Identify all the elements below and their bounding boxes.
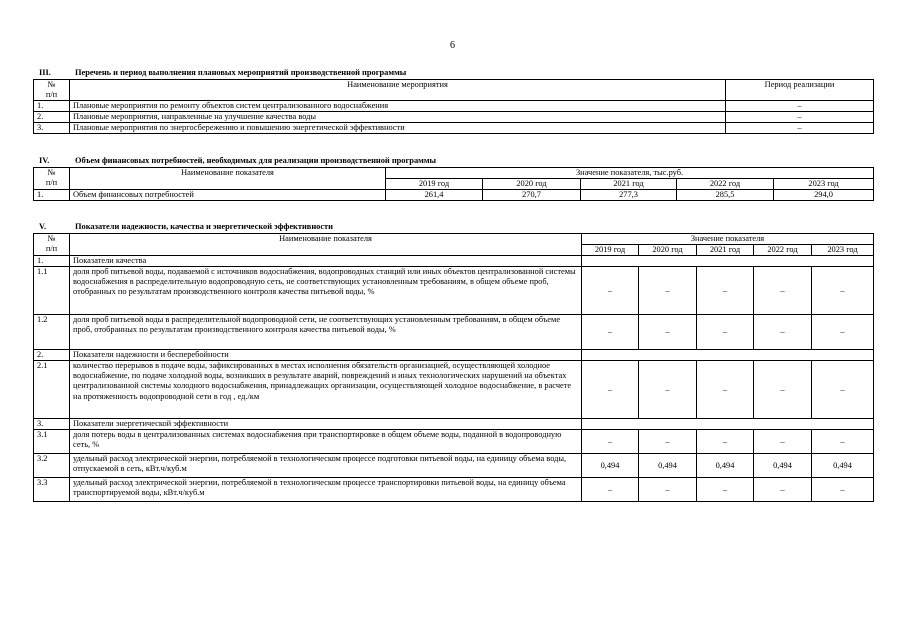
row-number: 3.1 bbox=[34, 430, 70, 454]
row-period: – bbox=[726, 101, 874, 112]
row-name: удельный расход электрической энергии, потребляемой в технологическом процессе транспортировки питьевой воды, на единицу объема транспортируемой воды, кВт.ч/куб.м bbox=[70, 478, 582, 502]
row-value: – bbox=[697, 267, 754, 315]
row-value: 0,494 bbox=[754, 454, 812, 478]
row-value: 0,494 bbox=[812, 454, 874, 478]
row-value: – bbox=[582, 361, 639, 419]
row-name: Показатели энергетической эффективности bbox=[70, 419, 582, 430]
header-value: Значение показателя bbox=[582, 234, 874, 245]
table-header-row bbox=[34, 234, 874, 245]
row-value: – bbox=[697, 315, 754, 350]
row-number: 3. bbox=[34, 419, 70, 430]
row-value: – bbox=[582, 430, 639, 454]
row-value: – bbox=[812, 267, 874, 315]
table-row bbox=[34, 101, 874, 112]
planned-measures-table bbox=[33, 79, 874, 134]
row-value: – bbox=[754, 361, 812, 419]
section-number: IV. bbox=[39, 156, 50, 165]
table-header-row bbox=[34, 80, 874, 101]
section-number: V. bbox=[39, 222, 47, 231]
row-name: Показатели надежности и бесперебойности bbox=[70, 350, 582, 361]
row-value: – bbox=[754, 478, 812, 502]
header-value: Значение показателя, тыс.руб. bbox=[386, 168, 874, 179]
header-year: 2021 год bbox=[697, 245, 754, 256]
row-name: Объем финансовых потребностей bbox=[70, 190, 386, 201]
header-year: 2020 год bbox=[483, 179, 581, 190]
row-value: – bbox=[812, 361, 874, 419]
row-name: количество перерывов в подаче воды, зафиксированных в местах исполнения обязательств организацией, осуществляющей холодное водоснабжение, по подаче холодной воды, возникших в результате аварий, повреждений и иных технологических нарушений на объектах централизованной системы холодного водоснабжения, принадлежащих организации, осуществляющей холодное водоснабжение, в расчете на протяженность водопроводной сети в год , ед./км bbox=[70, 361, 582, 419]
table-row bbox=[34, 123, 874, 134]
row-number: 3. bbox=[34, 123, 70, 134]
row-value: 0,494 bbox=[639, 454, 697, 478]
header-year: 2019 год bbox=[386, 179, 483, 190]
header-year: 2020 год bbox=[639, 245, 697, 256]
row-number: 1.2 bbox=[34, 315, 70, 350]
group-row bbox=[34, 350, 874, 361]
row-value: 294,0 bbox=[774, 190, 874, 201]
row-value: – bbox=[582, 478, 639, 502]
row-name: Показатели качества bbox=[70, 256, 582, 267]
table-row bbox=[34, 315, 874, 350]
table-row bbox=[34, 112, 874, 123]
header-year: 2023 год bbox=[774, 179, 874, 190]
reliability-indicators-table bbox=[33, 233, 874, 502]
row-value: – bbox=[812, 315, 874, 350]
header-year: 2019 год bbox=[582, 245, 639, 256]
header-year: 2022 год bbox=[754, 245, 812, 256]
group-empty-cell bbox=[582, 256, 874, 267]
header-year: 2022 год bbox=[677, 179, 774, 190]
row-name: доля потерь воды в централизованных системах водоснабжения при транспортировке в общем объеме воды, поданной в водопроводную сеть, % bbox=[70, 430, 582, 454]
section-heading bbox=[33, 156, 873, 167]
table-row bbox=[34, 267, 874, 315]
row-value: – bbox=[639, 315, 697, 350]
header-indicator-name: Наименование показателя bbox=[70, 234, 582, 256]
row-number: 3.2 bbox=[34, 454, 70, 478]
header-period: Период реализации bbox=[726, 80, 874, 101]
row-number: 2. bbox=[34, 350, 70, 361]
row-number: 2. bbox=[34, 112, 70, 123]
row-number: 1. bbox=[34, 101, 70, 112]
row-period: – bbox=[726, 123, 874, 134]
row-name: Плановые мероприятия по ремонту объектов систем централизованного водоснабжения bbox=[70, 101, 726, 112]
section-number: III. bbox=[39, 68, 51, 77]
row-value: – bbox=[754, 315, 812, 350]
row-value: – bbox=[697, 361, 754, 419]
section-planned-measures bbox=[33, 68, 873, 134]
row-name: доля проб питьевой воды в распределительной водопроводной сети, не соответствующих установленным требованиям, в общем объеме проб, отобранных по результатам производственного контроля качества питьевой воды, % bbox=[70, 315, 582, 350]
header-year: 2023 год bbox=[812, 245, 874, 256]
row-value: – bbox=[639, 478, 697, 502]
row-value: – bbox=[697, 430, 754, 454]
header-measure-name: Наименование мероприятия bbox=[70, 80, 726, 101]
row-value: – bbox=[639, 361, 697, 419]
row-value: – bbox=[639, 267, 697, 315]
row-value: – bbox=[812, 478, 874, 502]
financial-needs-table bbox=[33, 167, 874, 201]
row-value: 0,494 bbox=[697, 454, 754, 478]
header-number: № п/п bbox=[34, 80, 70, 101]
table-row bbox=[34, 361, 874, 419]
row-period: – bbox=[726, 112, 874, 123]
row-value: – bbox=[582, 267, 639, 315]
row-value: – bbox=[639, 430, 697, 454]
section-title: Объем финансовых потребностей, необходимых для реализации производственной программы bbox=[75, 156, 437, 165]
section-financial-needs bbox=[33, 156, 873, 201]
section-title: Показатели надежности, качества и энергетической эффективности bbox=[75, 222, 333, 231]
row-value: – bbox=[582, 315, 639, 350]
row-name: удельный расход электрической энергии, потребляемой в технологическом процессе подготовки питьевой воды, на единицу объема воды, отпускаемой в сеть, кВт.ч/куб.м bbox=[70, 454, 582, 478]
group-row bbox=[34, 256, 874, 267]
table-row bbox=[34, 478, 874, 502]
row-number: 3.3 bbox=[34, 478, 70, 502]
header-number: № п/п bbox=[34, 168, 70, 190]
page-number: 6 bbox=[450, 40, 455, 51]
row-value: – bbox=[812, 430, 874, 454]
row-value: 0,494 bbox=[582, 454, 639, 478]
section-heading bbox=[33, 68, 873, 79]
row-value: – bbox=[754, 430, 812, 454]
table-row bbox=[34, 430, 874, 454]
row-name: Плановые мероприятия по энергосбережению и повышению энергетической эффективности bbox=[70, 123, 726, 134]
row-number: 1.1 bbox=[34, 267, 70, 315]
row-value: 270,7 bbox=[483, 190, 581, 201]
table-row bbox=[34, 190, 874, 201]
row-value: – bbox=[697, 478, 754, 502]
row-number: 1. bbox=[34, 190, 70, 201]
section-title: Перечень и период выполнения плановых мероприятий производственной программы bbox=[75, 68, 407, 77]
header-indicator-name: Наименование показателя bbox=[70, 168, 386, 190]
row-name: доля проб питьевой воды, подаваемой с источников водоснабжения, водопроводных станций или иных объектов централизованной системы водоснабжения в распределительную водопроводную сеть, не соответствующих установленным требованиям, в общем объеме проб, отобранных по результатам производственного контроля качества питьевой воды, % bbox=[70, 267, 582, 315]
table-header-row bbox=[34, 168, 874, 179]
row-value: – bbox=[754, 267, 812, 315]
row-value: 261,4 bbox=[386, 190, 483, 201]
row-value: 277,3 bbox=[581, 190, 677, 201]
row-name: Плановые мероприятия, направленные на улучшение качества воды bbox=[70, 112, 726, 123]
section-reliability-indicators bbox=[33, 222, 873, 502]
group-row bbox=[34, 419, 874, 430]
table-row bbox=[34, 454, 874, 478]
group-empty-cell bbox=[582, 350, 874, 361]
section-heading bbox=[33, 222, 873, 233]
header-year: 2021 год bbox=[581, 179, 677, 190]
row-number: 1. bbox=[34, 256, 70, 267]
header-number: № п/п bbox=[34, 234, 70, 256]
group-empty-cell bbox=[582, 419, 874, 430]
row-value: 285,5 bbox=[677, 190, 774, 201]
row-number: 2.1 bbox=[34, 361, 70, 419]
